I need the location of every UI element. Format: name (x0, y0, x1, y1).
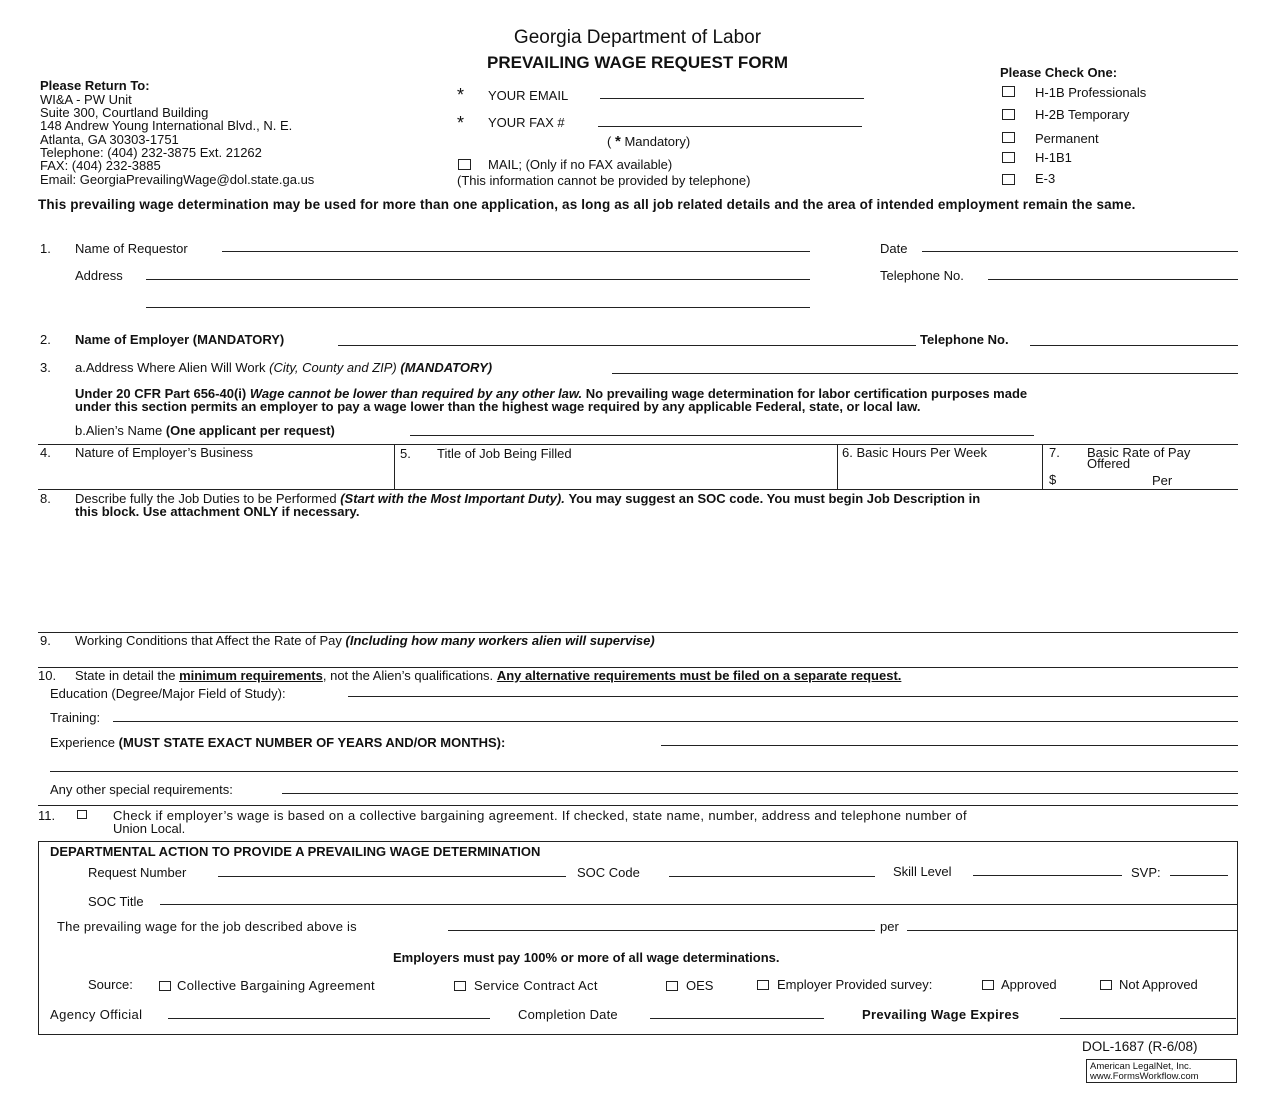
h1b-label: H-1B Professionals (1035, 85, 1147, 100)
not-approved-label: Not Approved (1119, 977, 1198, 992)
rate-of-pay-label-2: Offered (1087, 456, 1131, 471)
hours-per-week-label: 6. Basic Hours Per Week (842, 445, 987, 460)
job-duties-italic: (Start with the Most Important Duty). (340, 491, 565, 506)
form-number: DOL-1687 (R-6/08) (1082, 1039, 1198, 1054)
h1b1-checkbox[interactable] (1002, 152, 1015, 163)
mandatory-text: Mandatory) (624, 134, 691, 149)
requestor-address-field-2[interactable] (146, 307, 810, 308)
employer-business-label: Nature of Employer’s Business (75, 445, 253, 460)
education-label: Education (Degree/Major Field of Study): (50, 686, 286, 701)
completion-date-field[interactable] (650, 1018, 824, 1019)
minimum-requirements-label (75, 668, 901, 683)
min-req-lead: State in detail the (75, 668, 176, 683)
source-sca-label: Service Contract Act (474, 978, 598, 993)
employer-field[interactable] (338, 345, 916, 346)
section1-number: 1. (40, 241, 51, 256)
section11-text: Check if employer’s wage is based on a collective bargaining agreement. If checked, state name, number, address and telephone number of (113, 808, 967, 823)
requestor-phone-field[interactable] (988, 279, 1238, 280)
e3-label: E-3 (1035, 171, 1056, 186)
h2b-label: H-2B Temporary (1035, 107, 1130, 122)
date-label: Date (880, 241, 908, 256)
h1b1-label: H-1B1 (1035, 150, 1072, 165)
section10-number: 10. (38, 668, 57, 683)
experience-field[interactable] (661, 745, 1238, 746)
mail-label: MAIL; (Only if no FAX available) (488, 157, 673, 172)
return-line: 148 Andrew Young International Blvd., N. E. (40, 118, 293, 133)
mail-checkbox[interactable] (458, 159, 471, 170)
mandatory-paren: ( (607, 134, 612, 149)
row4-divider (394, 444, 395, 489)
publisher-line2: www.FormsWorkflow.com (1090, 1071, 1199, 1082)
wage-expires-field[interactable] (1060, 1018, 1236, 1019)
employer-label: Name of Employer (MANDATORY) (75, 332, 285, 347)
work-address-mandatory: (MANDATORY) (400, 360, 493, 375)
source-oes-checkbox[interactable] (666, 981, 678, 991)
address-label: Address (75, 268, 123, 283)
email-star-icon: * (457, 85, 465, 105)
wage-expires-label: Prevailing Wage Expires (862, 1007, 1020, 1022)
work-address-label (75, 360, 492, 375)
email-field[interactable] (600, 98, 864, 99)
prevailing-wage-label: The prevailing wage for the job described above is (57, 919, 357, 934)
source-sca-checkbox[interactable] (454, 981, 466, 991)
rate-of-pay-label: Basic Rate of Pay (1087, 445, 1191, 460)
job-duties-rest: You may suggest an SOC code. You must begin Job Description in (568, 491, 981, 506)
section11-top-border (38, 805, 1238, 806)
agency-official-label: Agency Official (50, 1007, 143, 1022)
fax-label: YOUR FAX # (488, 115, 565, 130)
row4-bottom-border (38, 489, 1238, 490)
requestor-name-field[interactable] (222, 251, 810, 252)
prevailing-wage-per-field[interactable] (907, 930, 1237, 931)
h2b-checkbox[interactable] (1002, 109, 1015, 120)
alien-name-note: (One applicant per request) (165, 423, 335, 438)
cfr-italic: Wage cannot be lower than required by any other law. (249, 386, 583, 401)
mandatory-star-icon: * (614, 133, 621, 150)
section8-number: 8. (40, 491, 51, 506)
permanent-checkbox[interactable] (1002, 132, 1015, 143)
alien-name-field[interactable] (410, 435, 1034, 436)
e3-checkbox[interactable] (1002, 174, 1015, 185)
section5-number: 5. (400, 446, 411, 461)
job-duties-area[interactable] (38, 520, 1238, 630)
section7-number: 7. (1049, 445, 1060, 460)
return-line: Telephone: (404) 232-3875 Ext. 21262 (40, 145, 262, 160)
return-line: WI&A - PW Unit (40, 92, 132, 107)
departmental-action-heading: DEPARTMENTAL ACTION TO PROVIDE A PREVAILING WAGE DETERMINATION (50, 844, 541, 859)
mandatory-note (607, 133, 690, 150)
source-survey-label: Employer Provided survey: (777, 977, 933, 992)
skill-level-label: Skill Level (893, 864, 952, 879)
fax-field[interactable] (598, 126, 862, 127)
email-label: YOUR EMAIL (488, 88, 569, 103)
work-address-text: a.Address Where Alien Will Work (75, 360, 266, 375)
prevailing-wage-field[interactable] (448, 930, 875, 931)
request-number-field[interactable] (218, 876, 566, 877)
min-req-bold: minimum requirements (179, 668, 323, 683)
experience-label (50, 735, 505, 750)
job-duties-line2: this block. Use attachment ONLY if necessary. (75, 504, 360, 519)
return-line: FAX: (404) 232-3885 (40, 158, 161, 173)
phone-note: (This information cannot be provided by telephone) (457, 173, 751, 188)
fax-star-icon: * (457, 113, 465, 133)
check-one-heading: Please Check One: (1000, 65, 1118, 80)
section4-number: 4. (40, 445, 51, 460)
experience-field-2[interactable] (50, 771, 1238, 772)
return-line: Atlanta, GA 30303-1751 (40, 132, 179, 147)
job-title-label: Title of Job Being Filled (437, 446, 572, 461)
section11-number: 11. (38, 808, 56, 823)
agency-official-field[interactable] (168, 1018, 490, 1019)
work-address-field[interactable] (612, 373, 1238, 374)
source-cba-checkbox[interactable] (159, 981, 171, 991)
skill-level-field[interactable] (973, 875, 1122, 876)
soc-title-label: SOC Title (88, 894, 144, 909)
form-title: PREVAILING WAGE REQUEST FORM (487, 53, 788, 72)
cfr-ref: Under 20 CFR Part 656-40(i) (75, 386, 247, 401)
soc-title-field[interactable] (160, 904, 1237, 905)
min-req-mid: , not the Alien’s qualifications. (322, 668, 494, 683)
return-to-heading: Please Return To: (40, 78, 150, 93)
alien-name-text: b.Alien’s Name (75, 423, 163, 438)
date-field[interactable] (922, 251, 1238, 252)
permanent-label: Permanent (1035, 131, 1099, 146)
requestor-name-label: Name of Requestor (75, 241, 188, 256)
notice-text: This prevailing wage determination may be used for more than one application, as long as all job related details and the area of intended employment remain the same. (38, 197, 1136, 212)
soc-code-label: SOC Code (577, 865, 640, 880)
section9-number: 9. (40, 633, 51, 648)
dollar-sign: $ (1049, 472, 1057, 487)
request-number-label: Request Number (88, 865, 187, 880)
h1b-checkbox[interactable] (1002, 86, 1015, 97)
education-field[interactable] (348, 696, 1238, 697)
agency-name: Georgia Department of Labor (513, 27, 762, 48)
employer-phone-field[interactable] (1030, 345, 1238, 346)
return-line: Email: GeorgiaPrevailingWage@dol.state.ga.us (40, 172, 315, 187)
requestor-phone-label: Telephone No. (880, 268, 964, 283)
alt-req-bold: Any alternative requirements must be filed on a separate request. (496, 668, 902, 683)
work-address-hint: (City, County and ZIP) (269, 360, 397, 375)
employers-must-pay: Employers must pay 100% or more of all wage determinations. (393, 950, 780, 965)
working-conditions-label (75, 633, 655, 648)
training-field[interactable] (113, 721, 1238, 722)
not-approved-checkbox[interactable] (1100, 980, 1112, 990)
row4-divider (1042, 444, 1043, 489)
cfr-rest: No prevailing wage determination for labor certification purposes made (585, 386, 1028, 401)
per-label: Per (1152, 473, 1173, 488)
source-survey-checkbox[interactable] (757, 980, 769, 990)
prevailing-wage-per-label: per (880, 919, 899, 934)
experience-text: Experience (50, 735, 116, 750)
collective-bargaining-checkbox[interactable] (77, 810, 87, 819)
publisher-line1: American LegalNet, Inc. (1090, 1061, 1192, 1072)
other-requirements-label: Any other special requirements: (50, 782, 233, 797)
requestor-address-field[interactable] (146, 279, 810, 280)
section11-text-2: Union Local. (113, 821, 186, 836)
cfr-note-line2: under this section permits an employer to pay a wage lower than the highest wage required by any applicable Federal, state, or local law. (75, 399, 921, 414)
training-label: Training: (50, 710, 101, 725)
alien-name-label (75, 423, 335, 438)
source-label: Source: (88, 977, 133, 992)
job-duties-text: Describe fully the Job Duties to be Performed (75, 491, 337, 506)
approved-label: Approved (1001, 977, 1057, 992)
return-line: Suite 300, Courtland Building (40, 105, 209, 120)
working-conditions-area[interactable] (38, 648, 1238, 666)
approved-checkbox[interactable] (982, 980, 994, 990)
soc-code-field[interactable] (669, 876, 875, 877)
working-conditions-italic: (Including how many workers alien will supervise) (345, 633, 655, 648)
completion-date-label: Completion Date (518, 1007, 618, 1022)
svp-field[interactable] (1170, 875, 1228, 876)
working-conditions-text: Working Conditions that Affect the Rate of Pay (75, 633, 342, 648)
experience-bold: (MUST STATE EXACT NUMBER OF YEARS AND/OR MONTHS): (118, 735, 506, 750)
row4-divider (837, 444, 838, 489)
source-oes-label: OES (686, 978, 714, 993)
section3-number: 3. (40, 360, 51, 375)
svp-label: SVP: (1131, 865, 1161, 880)
employer-phone-label: Telephone No. (920, 332, 1009, 347)
other-requirements-field[interactable] (282, 793, 1238, 794)
section2-number: 2. (40, 332, 51, 347)
source-cba-label: Collective Bargaining Agreement (177, 978, 375, 993)
